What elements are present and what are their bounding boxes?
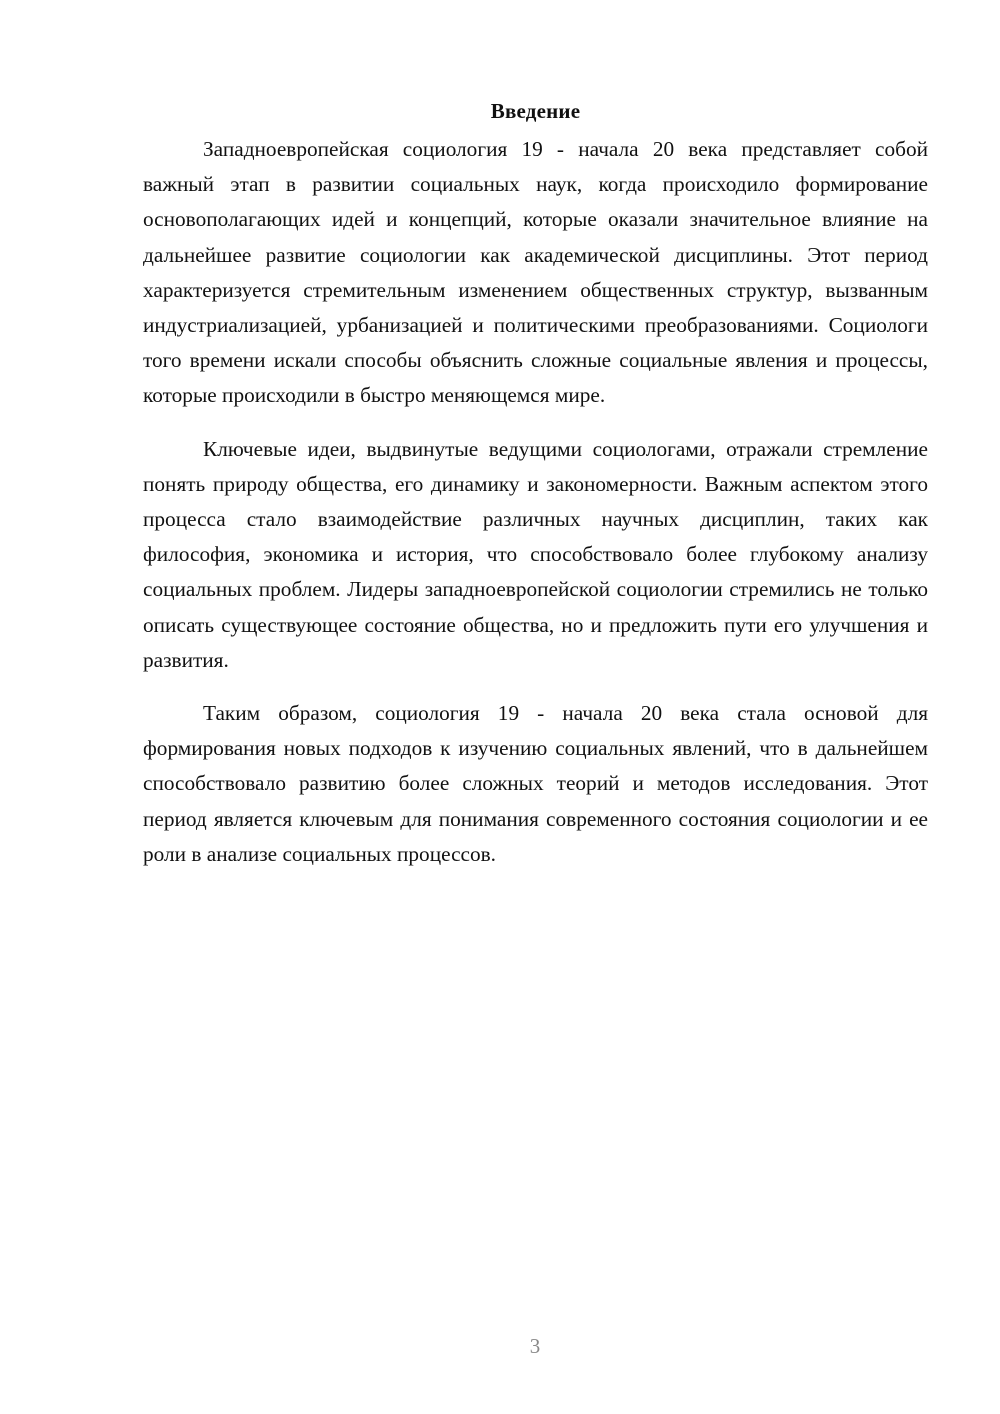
paragraph-3: Таким образом, социология 19 - начала 20 века стала основой для формирования новых подходов к изучению социальных явлений, что в дальнейшем способствовало развитию более сложных теорий и методов исследования. Этот период является ключевым для понимания современного состояния социологии и ее роли в анализе социальных процессов. bbox=[143, 701, 928, 866]
paragraph-2: Ключевые идеи, выдвинутые ведущими социологами, отражали стремление понять природу общества, его динамику и закономерности. Важным аспектом этого процесса стало взаимодействие различных научных дисциплин, таких как философия, экономика и история, что способствовало более глубокому анализу социальных проблем. Лидеры западноевропейской социологии стремились не только описать существующее состояние общества, но и предложить пути его улучшения и развития. bbox=[143, 436, 928, 672]
paragraph-1: Западноевропейская социология 19 - начала 20 века представляет собой важный этап в развитии социальных наук, когда происходило формирование основополагающих идей и концепций, которые оказали значительное влияние на дальнейшее развитие социологии как академической дисциплины. Этот период характеризуется стремительным изменением общественных структур, вызванным индустриализацией, урбанизацией и политическими преобразованиями. Социологи того времени искали способы объяснить сложные социальные явления и процессы, которые происходили в быстро меняющемся мире. bbox=[143, 137, 928, 408]
section-title: Введение bbox=[490, 99, 581, 123]
page-number: 3 bbox=[529, 1334, 541, 1358]
page-content bbox=[143, 96, 928, 890]
